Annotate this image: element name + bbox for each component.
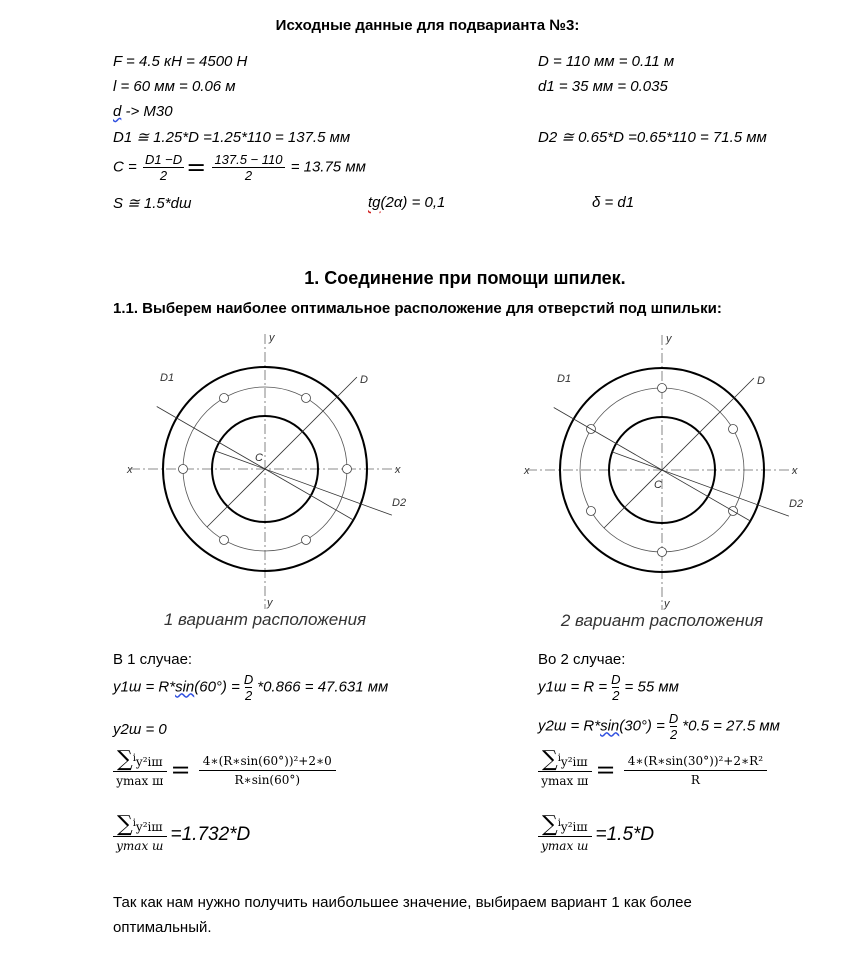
d1-label: D1 xyxy=(160,372,175,384)
flange-diagram-2 xyxy=(523,333,803,630)
denominator: 2 xyxy=(669,727,678,742)
given-tg xyxy=(368,194,445,211)
tg-symbol: tg xyxy=(368,194,381,211)
bolt-hole xyxy=(302,393,311,402)
case2-y2 xyxy=(538,711,780,742)
y1-rhs: = 55 мм xyxy=(624,678,679,696)
numerator: D xyxy=(611,672,621,687)
page-title: Исходные данные для подварианта №3: xyxy=(275,17,580,34)
y1-rhs: *0.866 = 47.631 мм xyxy=(257,678,389,696)
y2-mid: (30°) = xyxy=(619,717,665,735)
c-rhs: = 13.75 мм xyxy=(290,158,366,176)
numerator: D xyxy=(668,711,679,726)
result-text: =1.732*D xyxy=(170,824,251,845)
sum-term: y²iш xyxy=(135,755,163,769)
given-d1: d1 = 35 мм = 0.035 xyxy=(538,78,668,95)
given-d-value: -> М30 xyxy=(121,103,173,120)
bolt-hole xyxy=(220,536,229,545)
y1-lhs: y1ш = R* xyxy=(113,678,176,696)
bolt-hole xyxy=(658,384,667,393)
c-fraction-1 xyxy=(143,152,184,183)
sum-sup: i xyxy=(557,753,561,764)
bolt-hole xyxy=(658,548,667,557)
dimension-line-D xyxy=(604,378,754,528)
case1-y2: y2ш = 0 xyxy=(113,721,167,738)
sum-den: ymax ш xyxy=(116,839,164,853)
c-fraction-2 xyxy=(212,152,284,183)
c-lhs: C = xyxy=(113,158,137,176)
given-F: F = 4.5 кН = 4500 Н xyxy=(113,53,248,70)
denominator: 2 xyxy=(612,688,620,703)
sum-term: y²iш xyxy=(560,755,588,769)
denominator: 2 xyxy=(244,688,253,703)
sin-text: sin xyxy=(175,678,195,696)
sum-den: ymax ш xyxy=(541,839,589,853)
value-fraction xyxy=(199,752,336,789)
x-label-right: x xyxy=(792,465,798,477)
c-label: C xyxy=(654,479,662,491)
given-S: S ≅ 1.5*dш xyxy=(113,195,192,212)
case2-y1 xyxy=(538,672,679,703)
numerator: D1 −D xyxy=(144,152,183,167)
y-label-bottom: y xyxy=(664,598,670,610)
given-D: D = 110 мм = 0.11 м xyxy=(538,53,675,70)
value-fraction xyxy=(624,752,767,789)
given-l: l = 60 мм = 0.06 м xyxy=(113,78,236,95)
case2-title: Во 2 случае: xyxy=(538,651,626,668)
case2-sum-formula: ∑$^i$y²iш ymax ш = $\frac{\text{4∗(R∗sin(30°))²+2∗R²}}{R}$ xyxy=(538,750,771,790)
dimension-line-D1 xyxy=(554,408,751,522)
sum-fraction: ∑$^i$y²iш ymax ш xyxy=(113,815,167,855)
given-D2: D2 ≅ 0.65*D =0.65*110 = 71.5 мм xyxy=(538,129,767,146)
case1-y1 xyxy=(113,672,388,703)
sum-fraction: ∑$^i$y²iш ymax ш xyxy=(113,750,167,790)
denominator: R∗sin(60°) xyxy=(234,772,301,787)
numerator: 4∗(R∗sin(30°))²+2∗R² xyxy=(624,752,767,771)
d-label: D xyxy=(757,375,765,387)
dimension-line-D xyxy=(207,377,357,527)
y1-fraction xyxy=(242,672,255,703)
case2-result xyxy=(538,812,655,855)
y2-fraction xyxy=(667,711,680,742)
y1-fraction xyxy=(609,672,622,703)
y1-lhs: y1ш = R = xyxy=(538,678,608,696)
bolt-hole xyxy=(302,536,311,545)
y-label-top: y xyxy=(666,333,672,345)
sum-term: y²iш xyxy=(135,820,163,834)
numerator: 137.5 − 110 xyxy=(214,152,283,167)
diagram-caption: 2 вариант расположения xyxy=(560,611,764,630)
bolt-hole xyxy=(729,425,738,434)
sum-fraction: ∑$^i$y²iш ymax ш xyxy=(538,815,592,855)
sin-text: sin xyxy=(600,717,620,735)
denominator: 2 xyxy=(159,168,168,183)
given-D1: D1 ≅ 1.25*D =1.25*110 = 137.5 мм xyxy=(113,129,351,146)
numerator: 4∗(R∗sin(60°))²+2∗0 xyxy=(199,752,336,771)
sum-den: ymax ш xyxy=(541,774,589,788)
bolt-hole xyxy=(586,507,595,516)
section-heading: 1. Соединение при помощи шпилек. xyxy=(304,268,626,288)
case1-sum-formula: ∑$^i$y²iш ymax ш = $\frac{\text{4∗(R∗sin(60°))²+2∗0}}{R∗\sin(60^\circ)}$ xyxy=(113,750,340,790)
given-C: C = $\frac{D1 -D}{2}$ = $\frac{137.5 - 110}{2}$ = 13.75 мм xyxy=(113,152,366,183)
sum-sup: i xyxy=(132,753,136,764)
sum-sup: i xyxy=(557,818,561,829)
given-d-symbol: d xyxy=(113,103,122,120)
flange-diagram-1 xyxy=(126,332,406,629)
d1-label: D1 xyxy=(557,373,572,385)
bolt-hole xyxy=(179,465,188,474)
x-label-left: x xyxy=(524,465,530,477)
tg-value: (2α) = 0,1 xyxy=(380,194,446,211)
y1-mid: (60°) = xyxy=(194,678,240,696)
bolt-hole xyxy=(343,465,352,474)
given-delta: δ = d1 xyxy=(592,194,635,211)
sum-den: ymax ш xyxy=(116,774,164,788)
sum-term: y²iш xyxy=(560,820,588,834)
denominator: 2 xyxy=(244,168,253,183)
d2-label: D2 xyxy=(789,498,804,510)
bolt-hole xyxy=(220,393,229,402)
y-label-bottom: y xyxy=(267,597,273,609)
case1-result xyxy=(113,812,251,855)
numerator: D xyxy=(243,672,254,687)
diagrams xyxy=(0,320,855,640)
diagram-caption: 1 вариант расположения xyxy=(163,610,367,629)
case1-title: В 1 случае: xyxy=(113,651,193,668)
sum-sup: i xyxy=(132,818,136,829)
result-text: =1.5*D xyxy=(595,824,655,845)
d2-label: D2 xyxy=(392,497,407,509)
conclusion-text: Так как нам нужно получить наибольшее значение, выбираем вариант 1 как более оптимальный. xyxy=(113,894,692,936)
x-label-right: x xyxy=(395,464,401,476)
x-label-left: x xyxy=(127,464,133,476)
y2-rhs: *0.5 = 27.5 мм xyxy=(682,717,780,735)
subsection-heading: 1.1. Выберем наиболее оптимальное расположение для отверстий под шпильки: xyxy=(113,300,722,317)
sum-fraction: ∑$^i$y²iш ymax ш xyxy=(538,750,592,790)
c-label: C xyxy=(255,452,263,464)
y-label-top: y xyxy=(269,332,275,344)
y2-lhs: y2ш = R* xyxy=(538,717,601,735)
denominator: R xyxy=(690,772,700,787)
given-d xyxy=(113,103,173,120)
d-label: D xyxy=(360,374,368,386)
